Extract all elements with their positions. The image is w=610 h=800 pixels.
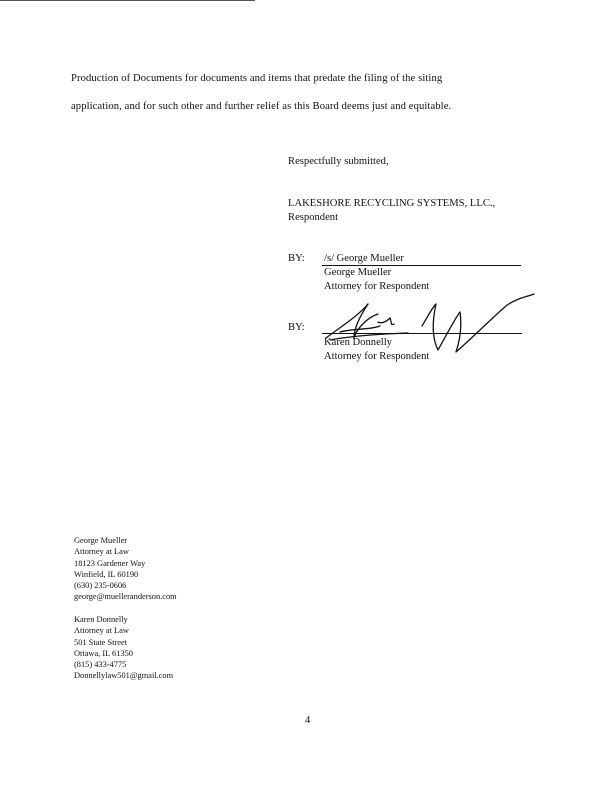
page-number: 4 <box>305 715 311 726</box>
address-phone: (630) 235-0606 <box>74 581 127 591</box>
body-text-line-1: Production of Documents for documents and items that predate the filing of the siting <box>71 73 443 84</box>
address-street: 501 State Street <box>74 637 128 647</box>
electronic-signature: /s/ George Mueller <box>324 253 404 264</box>
address-name: Karen Donnelly <box>74 615 128 624</box>
closing-respectfully: Respectfully submitted, <box>288 156 389 167</box>
company-role: Respondent <box>288 212 339 223</box>
scan-top-edge <box>0 0 255 1</box>
address-street: 18123 Gardener Way <box>74 558 146 568</box>
signer-name-1: George Mueller <box>324 267 392 278</box>
signer-name-2: Karen Donnelly <box>324 337 392 348</box>
address-city: Winfield, IL 60190 <box>74 569 139 579</box>
address-title: Attorney at Law <box>74 547 129 557</box>
signature-line-1 <box>322 265 521 266</box>
by-label-2: BY: <box>288 322 305 333</box>
address-email: george@muelleranderson.com <box>74 592 177 602</box>
address-phone: (815) 433-4775 <box>74 660 127 670</box>
address-name: George Mueller <box>74 536 128 545</box>
address-block-donnelly <box>74 614 173 682</box>
by-label-1: BY: <box>288 253 305 264</box>
address-block-mueller <box>74 535 177 603</box>
address-email: Donnellylaw501@gmail.com <box>74 671 174 681</box>
address-title: Attorney at Law <box>74 626 129 636</box>
signer-title-2: Attorney for Respondent <box>324 351 430 362</box>
signer-title-1: Attorney for Respondent <box>324 281 430 292</box>
body-text-line-2: application, and for such other and further relief as this Board deems just and equitable. <box>71 101 452 112</box>
handwritten-signature <box>320 286 540 368</box>
company-name: LAKESHORE RECYCLING SYSTEMS, LLC., <box>288 198 496 209</box>
address-city: Ottawa, IL 61350 <box>74 648 133 658</box>
